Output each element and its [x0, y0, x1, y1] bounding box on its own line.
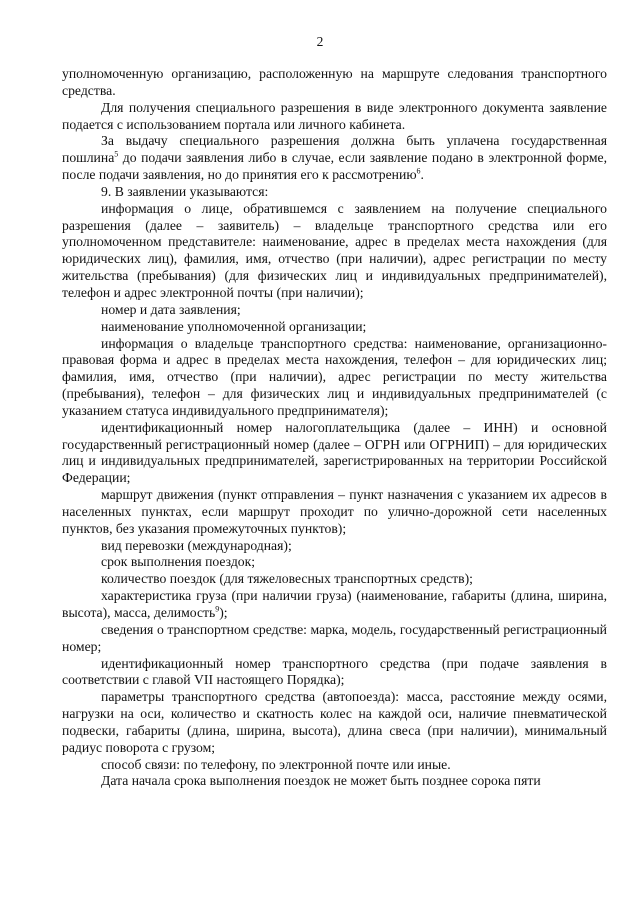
footnote-ref-9: 9 — [215, 604, 220, 614]
list-item-trip-period: срок выполнения поездок; — [101, 554, 256, 570]
paragraph-electronic-document: Для получения специального разрешения в виде электронного документа заявление подается с использованием портала или личного кабинета. — [62, 99, 607, 132]
list-item-applicant-info: информация о лице, обратившемся с заявлением на получение специального разрешения (далее – заявитель) – владельце транспортного средства или его уполномоченном представителе: наименование, адрес в пределах места нахождения (для юридических лиц), фамилия, имя, отчество (при наличии), адрес регистрации по месту жительства (пребывания) (для физических лиц и индивидуальных предпринимателей), телефон и адрес электронной почты (при наличии); — [62, 200, 607, 300]
footnote-ref-5: 5 — [114, 149, 119, 159]
list-item-inn-ogrn: идентификационный номер налогоплательщика (далее – ИНН) и основной государственный регистрационный номер (далее – ОГРН или ОГРНИП) – для юридических лиц и индивидуальных предпринимателей, зарегистрированных на территории Российской Федерации; — [62, 419, 607, 486]
list-item-contact-method: способ связи: по телефону, по электронной почте или иные. — [101, 756, 451, 772]
list-item-owner-info: информация о владельце транспортного средства: наименование, организационно-правовая форма и адрес в пределах места нахождения, телефон – для юридических лиц; фамилия, имя, отчество (при наличии), адрес регистрации по месту жительства (пребывания), телефон – для физических лиц и индивидуальных предпринимателей (с указанием статуса индивидуального предпринимателя); — [62, 335, 607, 418]
list-item-cargo: характеристика груза (при наличии груза) (наименование, габариты (длина, ширина, высота), масса, делимость$^9$); — [62, 588, 607, 620]
list-item-authorized-org: наименование уполномоченной организации; — [101, 318, 367, 334]
paragraph-start-date: Дата начала срока выполнения поездок не может быть позднее сорока пяти — [101, 773, 541, 789]
footnote-ref-6: 6 — [416, 166, 421, 176]
section-9-heading: 9. В заявлении указываются: — [101, 183, 269, 199]
document-body — [62, 66, 607, 790]
list-item-trip-count: количество поездок (для тяжеловесных транспортных средств); — [101, 571, 473, 587]
list-item-vehicle-params: параметры транспортного средства (автопоезда): масса, расстояние между осями, нагрузки на оси, количество и скатность колес на каждой оси, наличие пневматической подвески, габариты (длина, ширина, высота), длина свеса (при наличии), минимальный радиус поворота с грузом; — [62, 689, 607, 755]
paragraph-continuation: уполномоченную организацию, расположенную на маршруте следования транспортного средства. — [62, 66, 607, 98]
paragraph-state-fee: За выдачу специального разрешения должна быть уплачена государственная пошлина$^5$ до подачи заявления либо в случае, если заявление подано в электронной форме, после подачи заявления, но до принятия его к рассмотрению$^6$. — [62, 133, 607, 183]
list-item-vehicle-info: сведения о транспортном средстве: марка, модель, государственный регистрационный номер; — [62, 621, 607, 654]
list-item-transport-type: вид перевозки (международная); — [101, 537, 292, 553]
list-item-route: маршрут движения (пункт отправления – пункт назначения с указанием их адресов в населенных пунктах, если маршрут проходит по улично-дорожной сети населенных пунктов, без указания промежуточных пунктов); — [62, 487, 607, 536]
page-number: 2 — [316, 34, 324, 49]
list-item-number-date: номер и дата заявления; — [101, 301, 241, 317]
list-item-vin: идентификационный номер транспортного средства (при подаче заявления в соответствии с главой VII настоящего Порядка); — [62, 655, 607, 688]
